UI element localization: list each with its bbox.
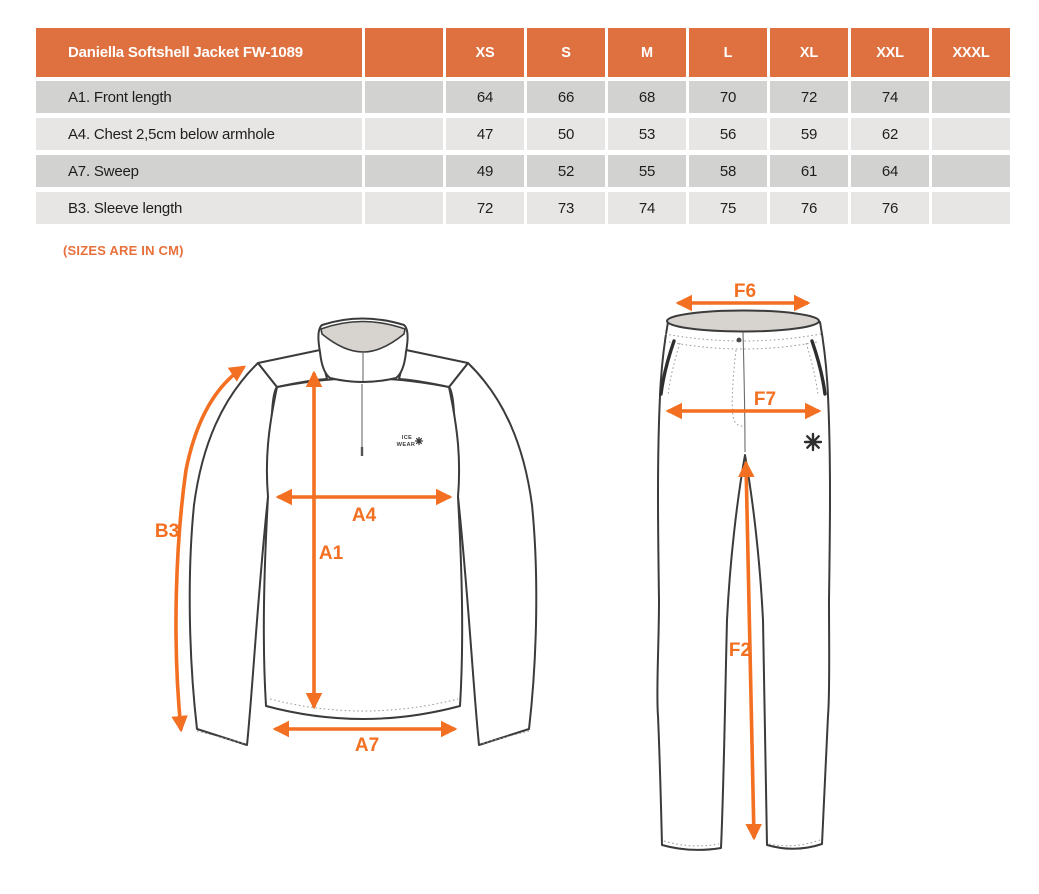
value-cell: 58 [689,155,767,187]
pants-button [737,338,742,343]
value-cell: 64 [851,155,929,187]
a4-label: A4 [351,505,377,526]
snowflake-icon [416,438,423,445]
product-title: Daniella Softshell Jacket FW-1089 [36,28,362,77]
size-header-xxxl: XXXL [932,28,1010,77]
value-cell: 49 [446,155,524,187]
table-row-front-length [36,81,1010,113]
value-cell: 74 [851,81,929,113]
pants-diagram [640,280,850,865]
snowflake-icon [805,434,821,450]
f6-label: F6 [733,281,757,302]
header-empty-cell [365,28,443,77]
value-cell [932,81,1010,113]
row-label: B3. Sleeve length [36,192,362,224]
svg-text:WEAR: WEAR [396,442,416,448]
value-cell: 53 [608,118,686,150]
size-header-s: S [527,28,605,77]
svg-text:ICE: ICE [401,435,413,441]
table-row-chest [36,118,1010,150]
table-row-sweep [36,155,1010,187]
row-label: A4. Chest 2,5cm below armhole [36,118,362,150]
table-header-row [36,28,1010,77]
value-cell: 70 [689,81,767,113]
value-cell [932,118,1010,150]
value-cell: 61 [770,155,848,187]
size-header-l: L [689,28,767,77]
value-cell: 47 [446,118,524,150]
value-cell: 62 [851,118,929,150]
value-cell: 59 [770,118,848,150]
value-cell: 72 [446,192,524,224]
a7-label: A7 [354,735,380,756]
table-row-sleeve-length [36,192,1010,224]
empty-cell [365,81,443,113]
value-cell: 74 [608,192,686,224]
f2-label: F2 [728,640,752,661]
a1-label: A1 [318,543,344,564]
size-header-xxl: XXL [851,28,929,77]
pants-waist-opening [667,311,819,332]
value-cell: 52 [527,155,605,187]
size-chart-table [36,28,1010,229]
jacket-right-sleeve [449,363,536,745]
value-cell: 75 [689,192,767,224]
value-cell: 76 [770,192,848,224]
b3-label: B3 [154,521,180,542]
value-cell: 50 [527,118,605,150]
value-cell [932,192,1010,224]
value-cell: 73 [527,192,605,224]
value-cell: 56 [689,118,767,150]
value-cell: 55 [608,155,686,187]
value-cell: 76 [851,192,929,224]
size-header-xs: XS [446,28,524,77]
row-label: A7. Sweep [36,155,362,187]
empty-cell [365,118,443,150]
f7-label: F7 [753,389,777,410]
value-cell [932,155,1010,187]
value-cell: 72 [770,81,848,113]
size-header-m: M [608,28,686,77]
jacket-body [264,379,462,719]
sizes-in-cm-note: (SIZES ARE IN CM) [63,243,184,258]
empty-cell [365,155,443,187]
value-cell: 66 [527,81,605,113]
pants-body [657,322,830,850]
size-header-xl: XL [770,28,848,77]
row-label: A1. Front length [36,81,362,113]
jacket-diagram [140,300,560,770]
empty-cell [365,192,443,224]
value-cell: 68 [608,81,686,113]
value-cell: 64 [446,81,524,113]
